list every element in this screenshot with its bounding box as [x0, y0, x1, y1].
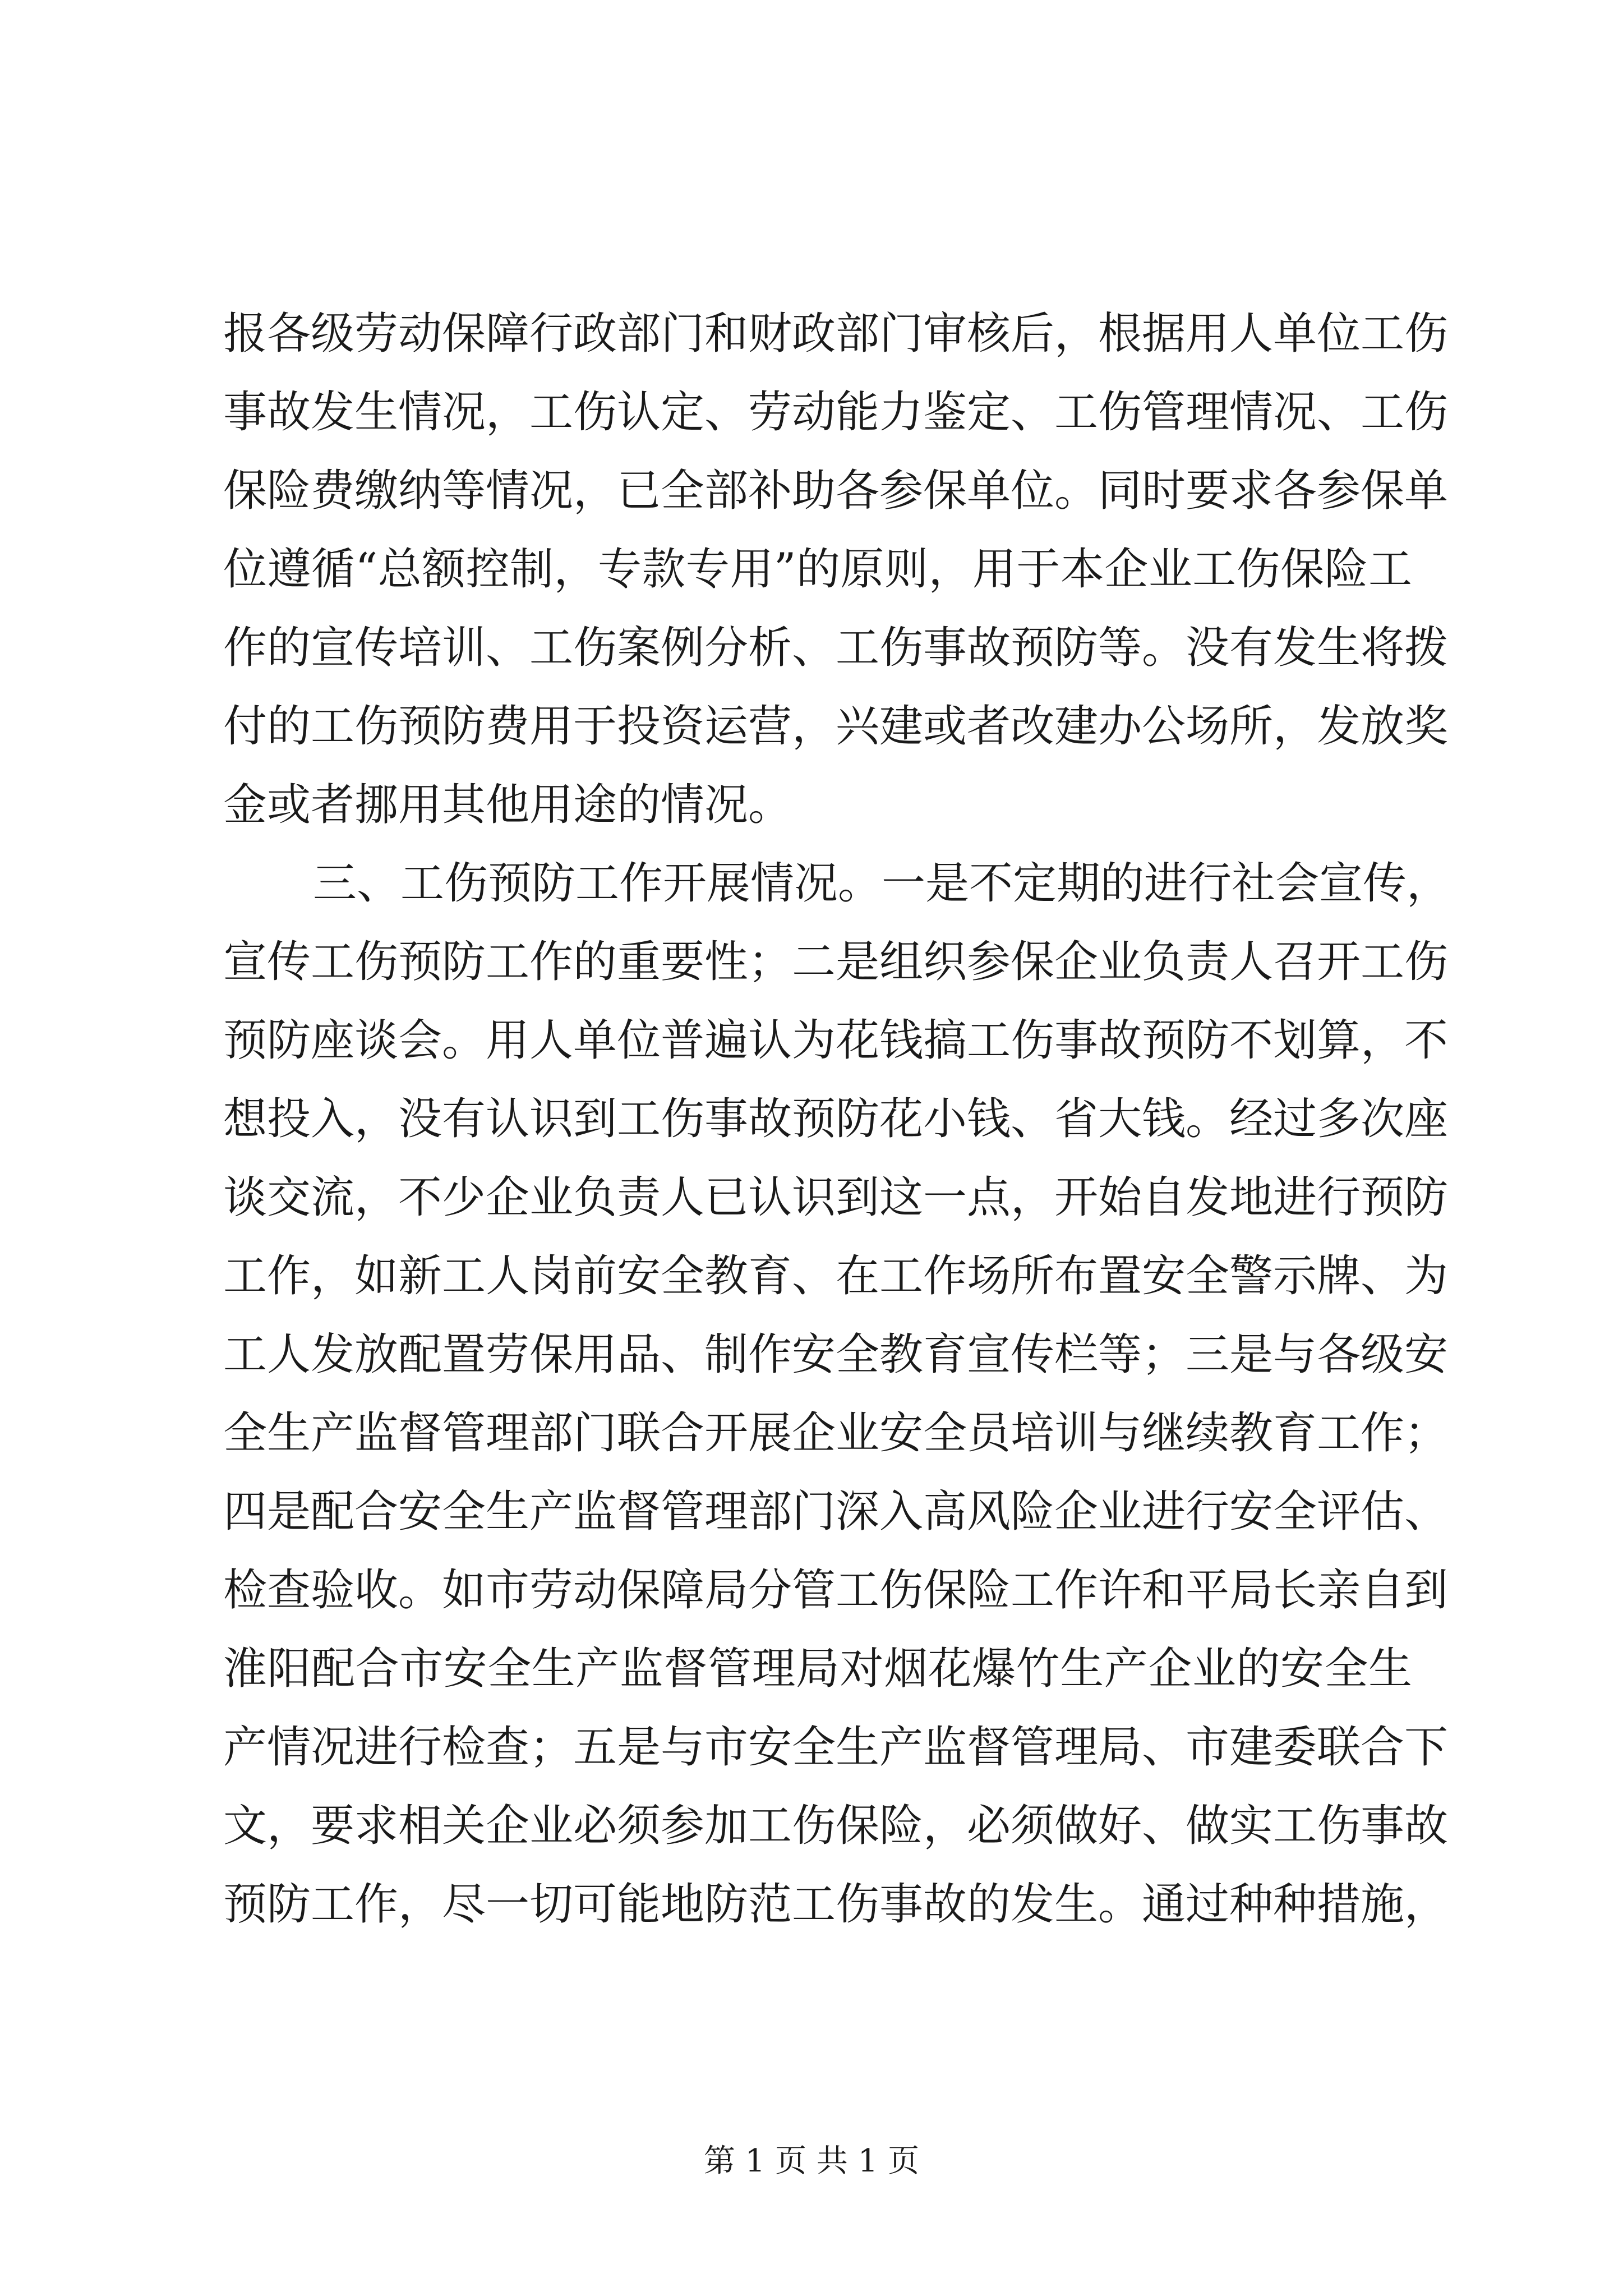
document-body — [223, 295, 1451, 1944]
text-line: 产情况进行检查；五是与市安全生产监督管理局、市建委联合下 — [223, 1722, 1449, 1773]
text-line: 想投入，没有认识到工伤事故预防花小钱、省大钱。经过多次座 — [223, 1094, 1449, 1144]
page-footer — [0, 2142, 1623, 2181]
page-number-label: 第 1 页 共 1 页 — [703, 2143, 920, 2179]
text-line: 谈交流，不少企业负责人已认识到这一点，开始自发地进行预防 — [223, 1172, 1449, 1223]
text-line: 工人发放配置劳保用品、制作安全教育宣传栏等；三是与各级安 — [223, 1329, 1449, 1380]
text-line: 文，要求相关企业必须参加工伤保险，必须做好、做实工伤事故 — [223, 1801, 1449, 1851]
text-line: 位遵循“总额控制，专款专用”的原则，用于本企业工伤保险工 — [223, 544, 1412, 595]
text-line: 预防工作，尽一切可能地防范工伤事故的发生。通过种种措施， — [223, 1879, 1449, 1930]
text-line: 全生产监督管理部门联合开展企业安全员培训与继续教育工作； — [223, 1408, 1449, 1458]
text-line: 金或者挪用其他用途的情况。 — [223, 780, 792, 830]
paragraph-start-line: 三、工伤预防工作开展情况。一是不定期的进行社会宣传， — [313, 858, 1451, 909]
text-line: 检查验收。如市劳动保障局分管工伤保险工作许和平局长亲自到 — [223, 1565, 1449, 1616]
text-line: 作的宣传培训、工伤案例分析、工伤事故预防等。没有发生将拨 — [223, 623, 1449, 673]
text-line: 保险费缴纳等情况，已全部补助各参保单位。同时要求各参保单 — [223, 466, 1449, 516]
text-line: 报各级劳动保障行政部门和财政部门审核后，根据用人单位工伤 — [223, 309, 1449, 359]
text-line: 四是配合安全生产监督管理部门深入高风险企业进行安全评估、 — [223, 1487, 1449, 1537]
text-line: 淮阳配合市安全生产监督管理局对烟花爆竹生产企业的安全生 — [223, 1644, 1412, 1694]
text-line: 付的工伤预防费用于投资运营，兴建或者改建办公场所，发放奖 — [223, 701, 1449, 752]
text-line: 预防座谈会。用人单位普遍认为花钱搞工伤事故预防不划算，不 — [223, 1015, 1449, 1066]
text-line: 宣传工伤预防工作的重要性；二是组织参保企业负责人召开工伤 — [223, 937, 1449, 987]
text-line: 事故发生情况，工伤认定、劳动能力鉴定、工伤管理情况、工伤 — [223, 387, 1449, 438]
text-line: 工作，如新工人岗前安全教育、在工作场所布置安全警示牌、为 — [223, 1251, 1449, 1301]
